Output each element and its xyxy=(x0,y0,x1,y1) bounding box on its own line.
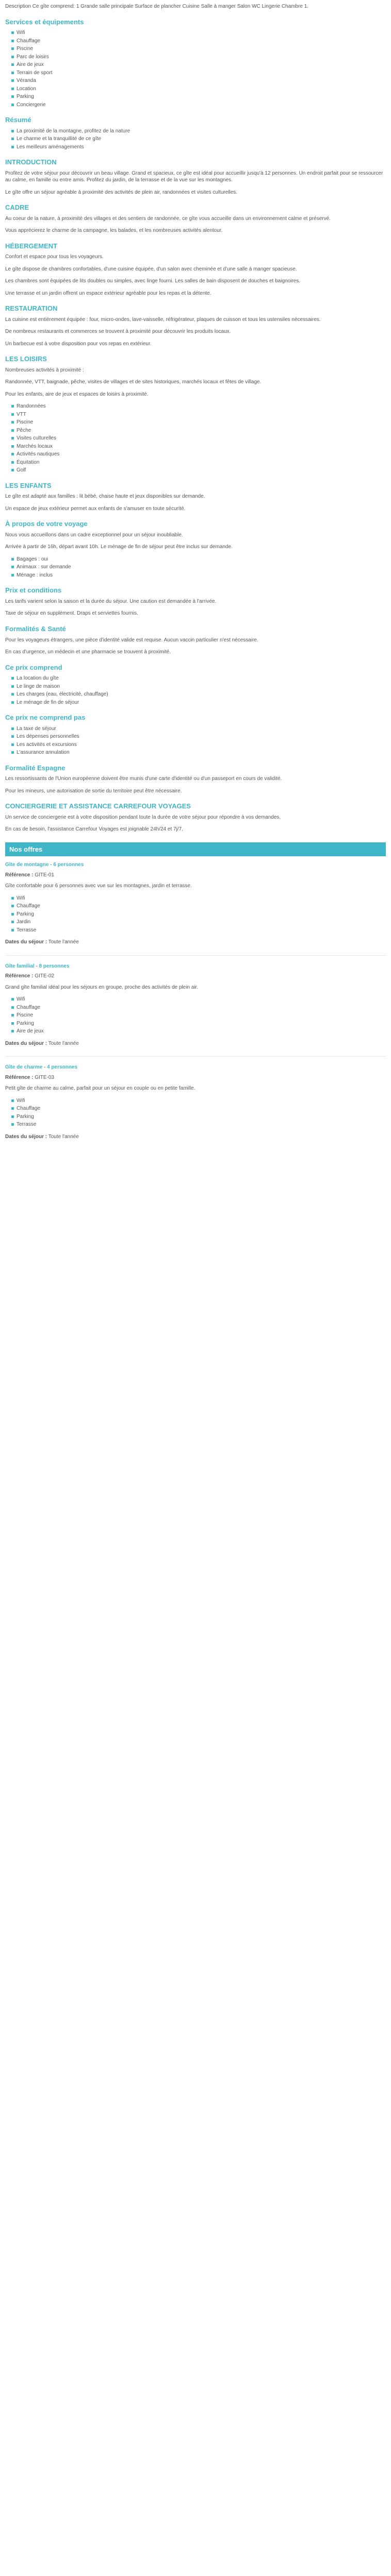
list-item: La taxe de séjour xyxy=(11,725,386,733)
list-item: Wifi xyxy=(11,996,386,1003)
offer-item xyxy=(5,1064,386,1140)
list-item: VTT xyxy=(11,411,386,418)
section-title-formalite-espagne: Formalité Espagne xyxy=(5,764,66,772)
list-item: Bagages : oui xyxy=(11,556,386,563)
paragraph: De nombreux restaurants et commerces se trouvent à proximité pour découvrir les produits locaux. xyxy=(5,329,231,335)
paragraph: Un espace de jeux extérieur permet aux enfants de s'amuser en toute sécurité. xyxy=(5,505,186,512)
offer-dates-value: Toute l'année xyxy=(48,1040,79,1046)
paragraph: En cas de besoin, l'assistance Carrefour Voyages est joignable 24h/24 et 7j/7. xyxy=(5,826,183,833)
paragraph: Les ressortissants de l'Union européenne doivent être munis d'une carte d'identité ou d'un passeport en cours de validité. xyxy=(5,776,282,782)
paragraph: Nous vous accueillons dans un cadre exceptionnel pour un séjour inoubliable. xyxy=(5,532,183,538)
paragraph: La cuisine est entièrement équipée : four, micro-ondes, lave-vaisselle, réfrigérateur, plaques de cuisson et tous les ustensiles nécessaires. xyxy=(5,316,321,323)
offer-features xyxy=(5,996,386,1035)
offer-dates xyxy=(5,939,386,946)
offer-title[interactable]: Gîte familial - 8 personnes xyxy=(5,963,70,969)
resume-list xyxy=(5,128,386,151)
list-item: Parc de loisirs xyxy=(11,54,386,61)
comprend-list xyxy=(5,675,386,706)
list-item: L'assurance annulation xyxy=(11,749,386,756)
offer-meta xyxy=(5,872,386,879)
section-title-cadre: CADRE xyxy=(5,204,29,212)
offer-title[interactable]: Gîte de charme - 4 personnes xyxy=(5,1064,78,1071)
list-item: Terrain de sport xyxy=(11,70,386,77)
section-title-loisirs: LES LOISIRS xyxy=(5,355,47,363)
offers-list xyxy=(5,861,386,1140)
paragraph: Les chambres sont équipées de lits doubles ou simples, avec linge fourni. Les salles de bain disposent de douches et baignoires. xyxy=(5,278,301,284)
paragraph: Taxe de séjour en supplément. Draps et serviettes fournis. xyxy=(5,611,138,617)
list-item: Wifi xyxy=(11,1097,386,1105)
propos-list xyxy=(5,556,386,579)
loisirs-list xyxy=(5,403,386,474)
offer-divider xyxy=(5,955,386,956)
list-item: Chauffage xyxy=(11,38,386,45)
offer-features xyxy=(5,895,386,934)
section-title-propos: À propos de votre voyage xyxy=(5,520,88,528)
list-item: La location du gîte xyxy=(11,675,386,682)
list-item: Les charges (eau, électricité, chauffage) xyxy=(11,691,386,698)
paragraph: Vous apprécierez le charme de la campagne, les balades, et les nombreuses activités alentour. xyxy=(5,228,223,234)
paragraph: Randonnée, VTT, baignade, pêche, visites de villages et de sites historiques, marchés locaux et fêtes de village. xyxy=(5,379,262,385)
offer-meta-value: GITE-02 xyxy=(35,973,55,979)
page xyxy=(0,0,391,1155)
list-item: Wifi xyxy=(11,895,386,902)
list-item: Conciergerie xyxy=(11,101,386,109)
offer-dates-label: Dates du séjour : xyxy=(5,1040,47,1046)
list-item: Parking xyxy=(11,93,386,100)
intro-text: Description Ce gîte comprend: 1 Grande salle principale Surface de plancher Cuisine Salle à manger Salon WC Lingerie Chambre 1. xyxy=(5,4,309,9)
list-item: Terrasse xyxy=(11,927,386,934)
list-item: Le charme et la tranquillité de ce gîte xyxy=(11,135,386,143)
offer-dates-value: Toute l'année xyxy=(48,1133,79,1140)
paragraph: Au coeur de la nature, à proximité des villages et des sentiers de randonnée, ce gîte vous accueille dans un environnement calme et préservé. xyxy=(5,215,331,222)
list-item: Activités nautiques xyxy=(11,451,386,458)
list-item: Aire de jeux xyxy=(11,1028,386,1035)
paragraph: Les tarifs varient selon la saison et la durée du séjour. Une caution est demandée à l'arrivée. xyxy=(5,598,217,604)
offer-description: Petit gîte de charme au calme, parfait pour un séjour en couple ou en petite famille. xyxy=(5,1086,196,1092)
paragraph: En cas d'urgence, un médecin et une pharmacie se trouvent à proximité. xyxy=(5,649,171,655)
offer-dates-value: Toute l'année xyxy=(48,939,79,945)
section-title-introduction: INTRODUCTION xyxy=(5,158,57,166)
list-item: Visites culturelles xyxy=(11,435,386,442)
list-item: Pêche xyxy=(11,427,386,434)
section-title-conciergerie: CONCIERGERIE ET ASSISTANCE CARREFOUR VOYAGES xyxy=(5,802,191,810)
list-item: Ménage : inclus xyxy=(11,572,386,579)
paragraph: Pour les enfants, aire de jeux et espaces de loisirs à proximité. xyxy=(5,391,149,397)
offer-dates-label: Dates du séjour : xyxy=(5,939,47,945)
list-item: Terrasse xyxy=(11,1121,386,1128)
paragraph: Une terrasse et un jardin offrent un espace extérieur agréable pour les repas et la détente. xyxy=(5,290,211,296)
section-title-formalites: Formalités & Santé xyxy=(5,624,66,633)
paragraph-lead: Confort et espace pour tous les voyageurs. xyxy=(5,254,104,260)
offer-description: Grand gîte familial idéal pour les séjours en groupe, proche des activités de plein air. xyxy=(5,984,199,990)
list-item: Parking xyxy=(11,1020,386,1027)
list-item: Wifi xyxy=(11,29,386,37)
paragraph: Profitez de votre séjour pour découvrir un beau village. Grand et spacieux, ce gîte est idéal pour accueillir jusqu'à 12 personnes. Un endroit parfait pour se ressourcer au calme, en famille ou entre amis. Profitez du jardin, de la terrasse et de la vue sur les montagnes. xyxy=(5,170,383,183)
section-title-hebergement: HÉBERGEMENT xyxy=(5,242,58,250)
section-title-prix: Prix et conditions xyxy=(5,586,62,595)
list-item: Jardin xyxy=(11,919,386,926)
list-item: Chauffage xyxy=(11,1004,386,1011)
offer-meta-label: Référence : xyxy=(5,1074,34,1080)
paragraph: Le gîte offre un séjour agréable à proximité des activités de plein air, randonnées et visites culturelles. xyxy=(5,189,238,195)
offer-description: Gîte confortable pour 6 personnes avec vue sur les montagnes, jardin et terrasse. xyxy=(5,883,192,889)
section-title-categories: Services et équipements xyxy=(5,18,84,26)
list-item: Piscine xyxy=(11,45,386,53)
offer-dates-label: Dates du séjour : xyxy=(5,1133,47,1140)
list-item: Animaux : sur demande xyxy=(11,564,386,571)
list-item: Marchés locaux xyxy=(11,443,386,450)
non-inclus-list xyxy=(5,725,386,756)
list-item: Aire de jeux xyxy=(11,61,386,69)
paragraph: Arrivée à partir de 16h, départ avant 10h. Le ménage de fin de séjour peut être inclus sur demande. xyxy=(5,544,233,550)
list-item: Chauffage xyxy=(11,903,386,910)
list-item: Location xyxy=(11,86,386,93)
list-item: Véranda xyxy=(11,77,386,84)
list-item: La proximité de la montagne, profitez de la nature xyxy=(11,128,386,135)
offer-meta xyxy=(5,1074,386,1081)
paragraph-lead: Nombreuses activités à proximité : xyxy=(5,367,84,373)
list-item: Les dépenses personnelles xyxy=(11,733,386,740)
paragraph: Le gîte dispose de chambres confortables, d'une cuisine équipée, d'un salon avec cheminée et d'une salle à manger spacieuse. xyxy=(5,266,297,272)
paragraph: Le gîte est adapté aux familles : lit bébé, chaise haute et jeux disponibles sur demande. xyxy=(5,494,205,500)
offer-item xyxy=(5,861,386,946)
list-item: Parking xyxy=(11,911,386,918)
offer-divider xyxy=(5,1056,386,1057)
list-item: Parking xyxy=(11,1113,386,1121)
offer-meta-label: Référence : xyxy=(5,872,34,878)
section-title-restauration: RESTAURATION xyxy=(5,304,58,313)
paragraph: Pour les mineurs, une autorisation de sortie du territoire peut être nécessaire. xyxy=(5,788,182,794)
offer-item xyxy=(5,963,386,1047)
list-item: Équitation xyxy=(11,459,386,466)
section-title-non-inclus: Ce prix ne comprend pas xyxy=(5,714,86,722)
list-item: Le ménage de fin de séjour xyxy=(11,699,386,706)
section-title-enfants: LES ENFANTS xyxy=(5,481,52,489)
paragraph: Un service de conciergerie est à votre disposition pendant toute la durée de votre séjour pour répondre à vos demandes. xyxy=(5,814,281,820)
offer-dates xyxy=(5,1040,386,1047)
offer-meta-label: Référence : xyxy=(5,973,34,979)
list-item: Piscine xyxy=(11,419,386,426)
offers-header: Nos offres xyxy=(5,842,386,857)
list-item: Chauffage xyxy=(11,1105,386,1112)
list-item: Piscine xyxy=(11,1012,386,1019)
offer-features xyxy=(5,1097,386,1128)
section-title-resume: Résumé xyxy=(5,116,31,124)
offer-meta-value: GITE-01 xyxy=(35,872,55,878)
list-item: Le linge de maison xyxy=(11,683,386,690)
paragraph: Un barbecue est à votre disposition pour vos repas en extérieur. xyxy=(5,341,152,347)
categories-list xyxy=(5,29,386,108)
paragraph: Pour les voyageurs étrangers, une pièce d'identité valide est requise. Aucun vaccin particulier n'est nécessaire. xyxy=(5,637,258,643)
section-title-comprend: Ce prix comprend xyxy=(5,663,62,671)
offer-dates xyxy=(5,1133,386,1141)
offer-title[interactable]: Gîte de montagne - 6 personnes xyxy=(5,862,84,868)
offer-meta xyxy=(5,973,386,980)
list-item: Randonnées xyxy=(11,403,386,410)
list-item: Les meilleurs aménagements xyxy=(11,144,386,151)
list-item: Golf xyxy=(11,467,386,474)
list-item: Les activités et excursions xyxy=(11,741,386,749)
offer-meta-value: GITE-03 xyxy=(35,1074,55,1080)
